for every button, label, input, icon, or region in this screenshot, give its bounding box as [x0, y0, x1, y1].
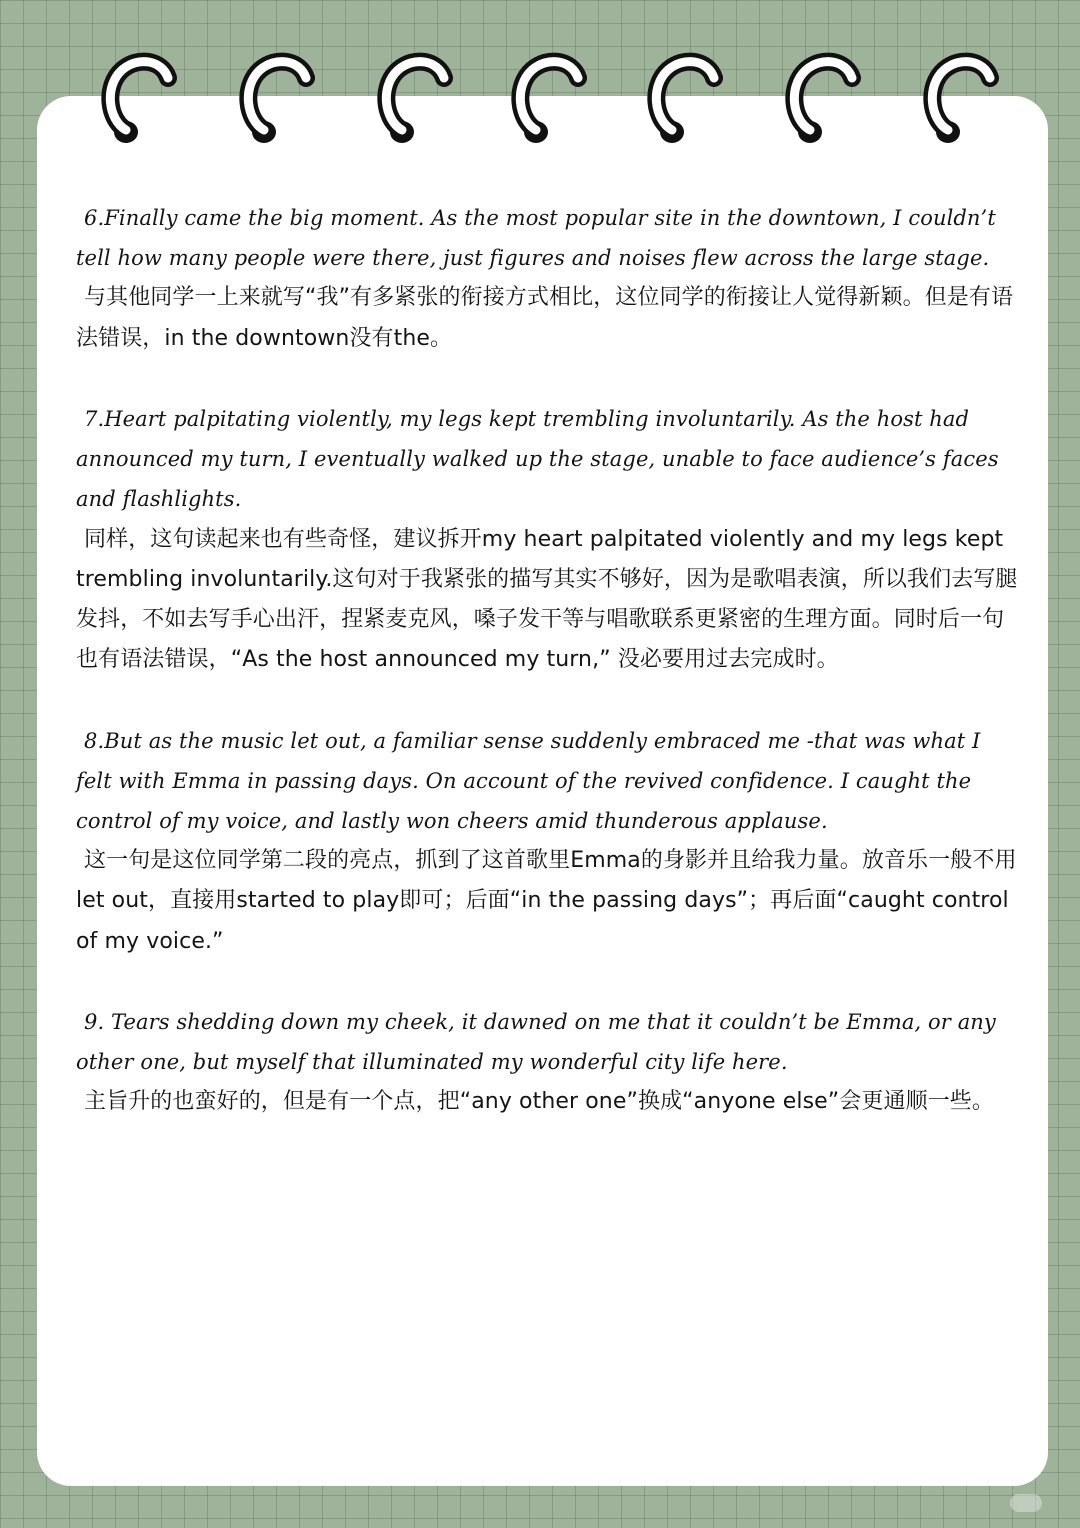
essay-sentence: 7.Heart palpitating violently, my legs kept trembling involuntarily. As the host had announced my turn, I eventually walked up the stage, unable to face audience’s faces and flashlights. — [76, 407, 999, 512]
binder-ring-icon — [920, 50, 1000, 145]
comment-entry — [76, 399, 1021, 680]
watermark-badge — [1010, 1494, 1042, 1512]
binder-ring-icon — [644, 50, 724, 145]
essay-sentence: 9. Tears shedding down my cheek, it dawned on me that it couldn’t be Emma, or any other one, but myself that illuminated my wonderful city life here. — [76, 1010, 996, 1075]
essay-sentence: 8.But as the music let out, a familiar sense suddenly embraced me -that was what I felt with Emma in passing days. On account of the revived confidence. I caught the control of my voice, and lastly won cheers amid thunderous applause. — [76, 728, 981, 834]
essay-comments — [76, 198, 1021, 1163]
binder-ring-icon — [236, 50, 316, 145]
binder-ring-icon — [508, 50, 588, 145]
essay-sentence: 6.Finally came the big moment. As the most popular site in the downtown, I couldn’t tell how many people were there, just figures and noises flew across the large stage. — [76, 206, 996, 271]
binder-rings — [0, 0, 1080, 160]
teacher-comment: 与其他同学一上来就写“我”有多紧张的衔接方式相比，这位同学的衔接让人觉得新颖。但是有语法错误，in the downtown没有the。 — [76, 285, 1014, 351]
teacher-comment: 同样，这句读起来也有些奇怪，建议拆开my heart palpitated violently and my legs kept trembling involuntarily.这句对于我紧张的描写其实不够好，因为是歌唱表演，所以我们去写腿发抖，不如去写手心出汗，捏紧麦克风，嗓子发干等与唱歌联系更紧密的生理方面。同时后一句也有语法错误，“As the host announced my turn,” 没必要用过去完成时。 — [76, 526, 1018, 673]
teacher-comment: 主旨升的也蛮好的，但是有一个点，把“any other one”换成“anyone else”会更通顺一些。 — [84, 1089, 994, 1115]
binder-ring-icon — [98, 50, 178, 145]
comment-entry — [76, 198, 1021, 359]
comment-entry — [76, 721, 1021, 962]
binder-ring-icon — [374, 50, 454, 145]
comment-entry — [76, 1002, 1021, 1123]
binder-ring-icon — [782, 50, 862, 145]
teacher-comment: 这一句是这位同学第二段的亮点，抓到了这首歌里Emma的身影并且给我力量。放音乐一般不用let out，直接用started to play即可；后面“in the passing days”；再后面“caught control of my voice.” — [76, 848, 1017, 954]
